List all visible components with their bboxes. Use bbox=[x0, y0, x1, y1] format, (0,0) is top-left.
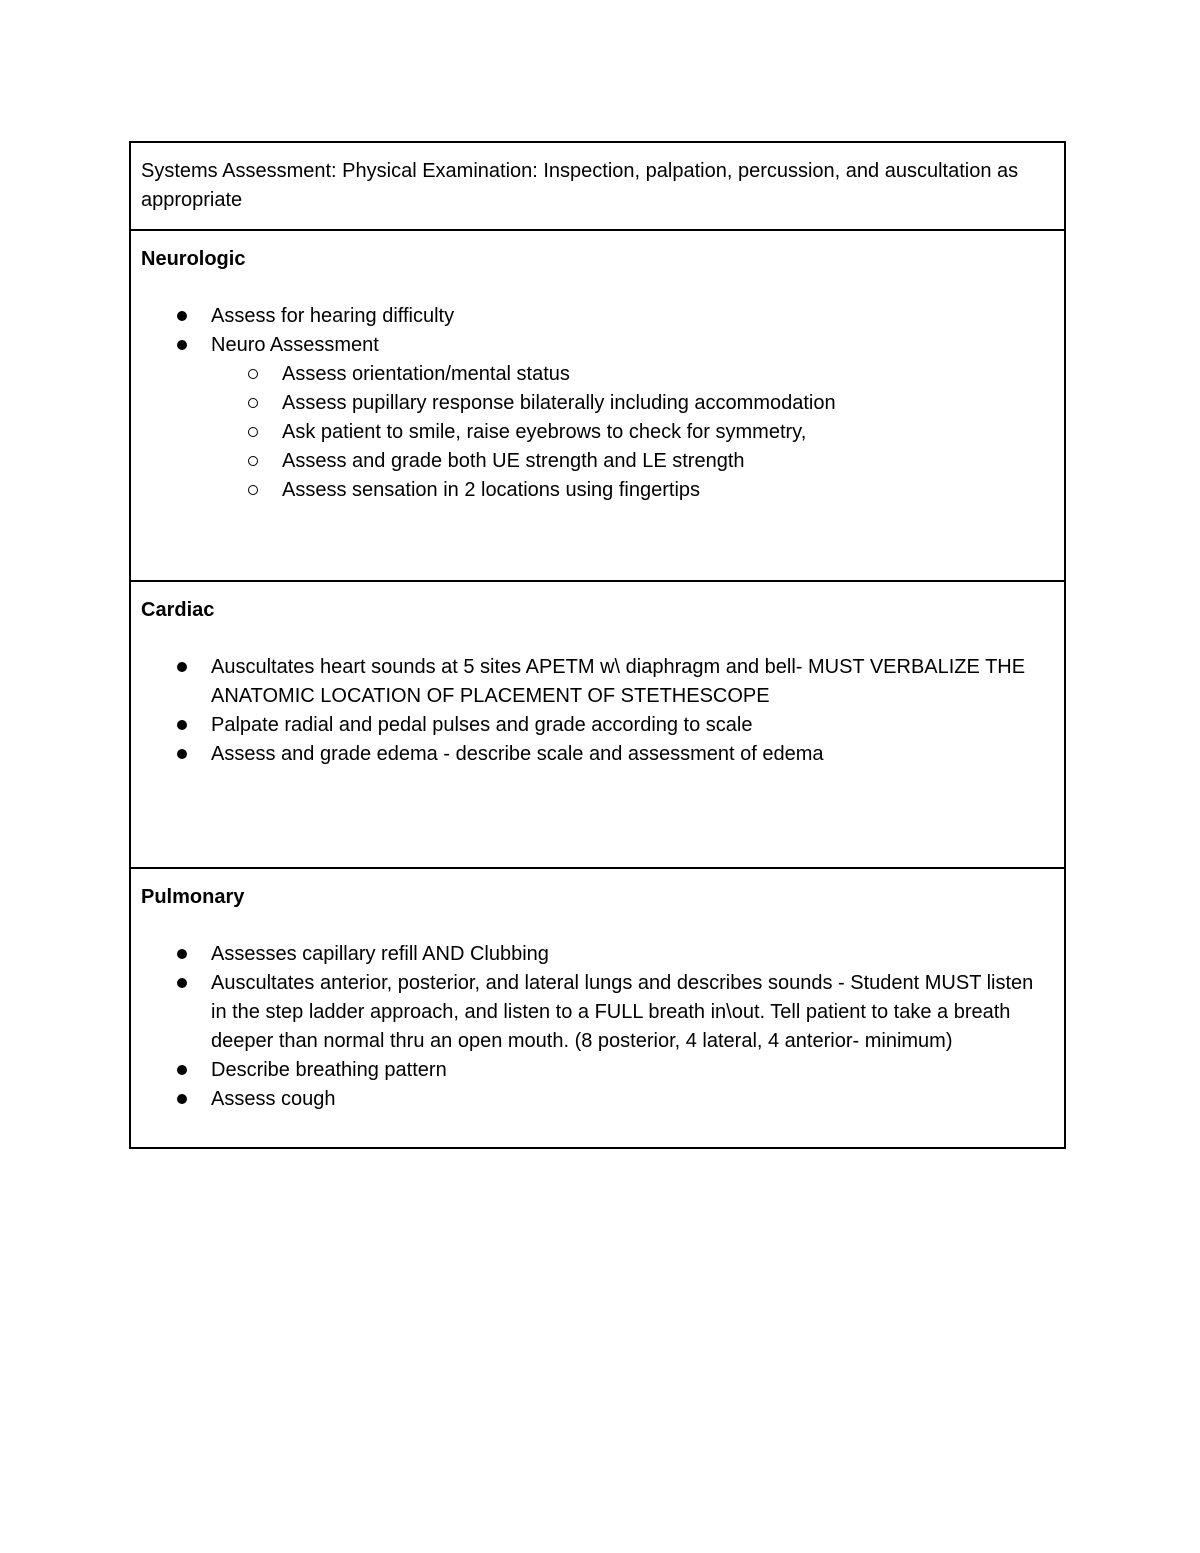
list-item: Auscultates anterior, posterior, and lateral lungs and describes sounds - Student MUST listen in the step ladder approach, and listen to a FULL breath in\out. Tell patient to take a breath deeper than normal thru an open mouth. (8 posterior, 4 lateral, 4 anterior- minimum) bbox=[141, 969, 1054, 1056]
section-heading-cardiac: Cardiac bbox=[141, 599, 215, 621]
neurologic-section bbox=[131, 229, 1064, 580]
list-item: Assesses capillary refill AND Clubbing bbox=[141, 940, 1054, 969]
sub-list-item: Assess orientation/mental status bbox=[141, 360, 1054, 389]
list-item: Assess cough bbox=[141, 1085, 1054, 1114]
section-heading-neurologic: Neurologic bbox=[141, 248, 246, 270]
cardiac-list bbox=[141, 653, 1054, 769]
table-title: Systems Assessment: Physical Examination: Inspection, palpation, percussion, and auscultation as appropriate bbox=[141, 160, 1019, 211]
sub-list-item: Assess pupillary response bilaterally including accommodation bbox=[141, 389, 1054, 418]
sub-list-item: Assess sensation in 2 locations using fingertips bbox=[141, 476, 1054, 505]
pulmonary-list bbox=[141, 940, 1054, 1114]
list-item: Auscultates heart sounds at 5 sites APETM w\ diaphragm and bell- MUST VERBALIZE THE ANATOMIC LOCATION OF PLACEMENT OF STETHESCOPE bbox=[141, 653, 1054, 711]
sub-list-item: Ask patient to smile, raise eyebrows to check for symmetry, bbox=[141, 418, 1054, 447]
neurologic-list bbox=[141, 302, 1054, 505]
cardiac-section bbox=[131, 580, 1064, 867]
pulmonary-section bbox=[131, 867, 1064, 1147]
list-item: Neuro Assessment bbox=[141, 331, 1054, 360]
list-item: Assess and grade edema - describe scale and assessment of edema bbox=[141, 740, 1054, 769]
section-heading-pulmonary: Pulmonary bbox=[141, 886, 245, 908]
list-item: Palpate radial and pedal pulses and grade according to scale bbox=[141, 711, 1054, 740]
list-item: Describe breathing pattern bbox=[141, 1056, 1054, 1085]
sub-list-item: Assess and grade both UE strength and LE strength bbox=[141, 447, 1054, 476]
list-item: Assess for hearing difficulty bbox=[141, 302, 1054, 331]
assessment-table bbox=[129, 141, 1066, 1149]
table-header-cell bbox=[131, 143, 1064, 229]
